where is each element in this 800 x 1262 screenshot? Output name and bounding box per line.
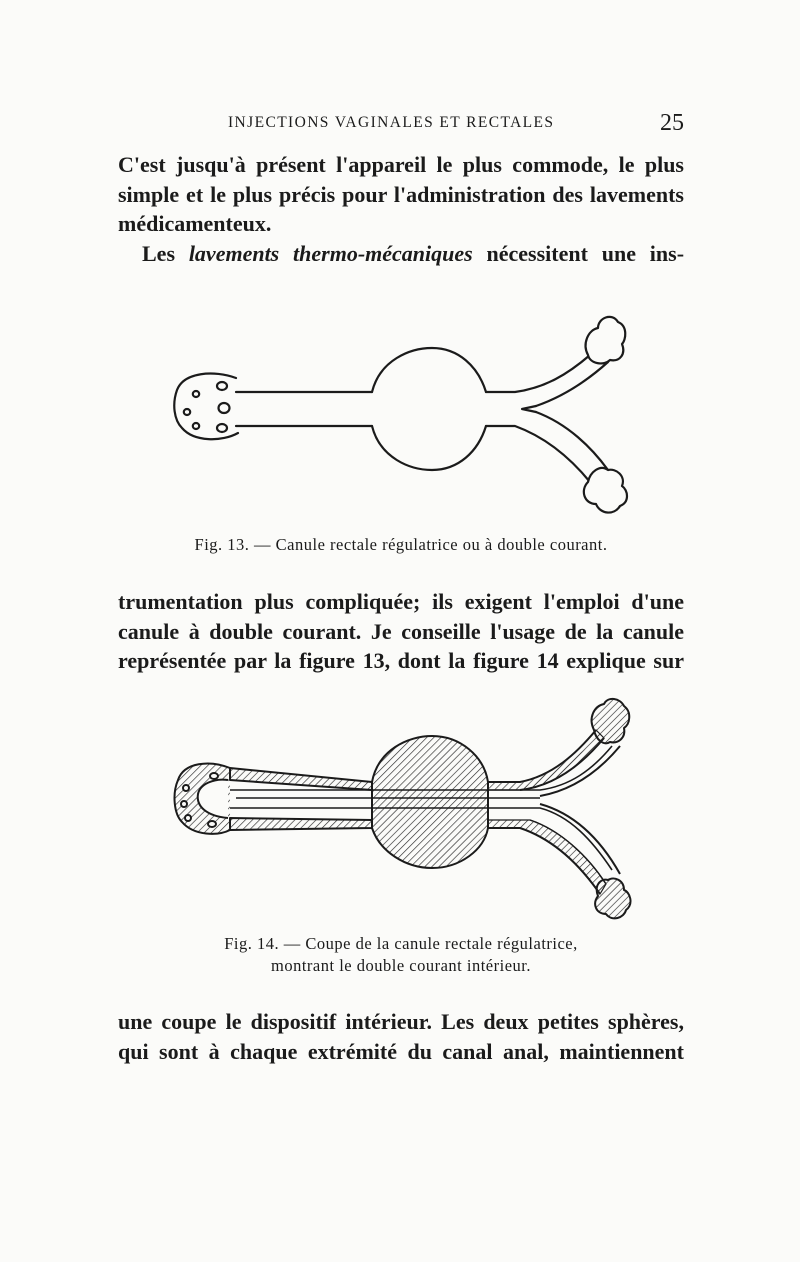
- running-head: [118, 110, 684, 140]
- figure-13-caption: [118, 535, 684, 555]
- text-line: qui sont à chaque extrémité du canal anal, maintiennent: [118, 1038, 684, 1064]
- page-number: 25: [660, 110, 684, 136]
- text-line: médicamenteux.: [118, 211, 272, 236]
- text-line: [118, 239, 684, 269]
- figure-label: Fig. 14.: [224, 934, 280, 953]
- text-block-bottom: [118, 1007, 684, 1066]
- text-fragment: nécessitent une ins-: [472, 240, 685, 266]
- caption-text: montrant le double courant intérieur.: [271, 956, 531, 975]
- caption-text: — Canule rectale régulatrice ou à double courant.: [249, 535, 608, 554]
- text-line: trumentation plus compliquée; ils exigent l'emploi d'une: [118, 589, 684, 614]
- text-line: une coupe le dispositif intérieur. Les deux petites sphères,: [118, 1009, 684, 1034]
- text-line: canule à double courant. Je conseille l'usage de la canule: [118, 618, 684, 644]
- running-title: INJECTIONS VAGINALES ET RECTALES: [228, 114, 555, 131]
- text-line: représentée par la figure 13, dont la figure 14 explique sur: [118, 648, 684, 673]
- figure-14-cannula-section: [0, 690, 800, 930]
- figure-14-caption: [118, 933, 684, 977]
- text-line: C'est jusqu'à présent l'appareil le plus commode, le plus: [118, 152, 684, 177]
- text-block-top: [118, 150, 684, 268]
- figure-label: Fig. 13.: [194, 535, 250, 554]
- caption-text: — Coupe de la canule rectale régulatrice,: [279, 934, 578, 953]
- text-block-middle: [118, 587, 684, 676]
- text-line: simple et le plus précis pour l'administration des lavements: [118, 181, 684, 207]
- text-fragment: Les: [142, 240, 189, 266]
- figure-13-cannula: [0, 300, 800, 530]
- italic-term: lavements thermo-mécaniques: [188, 240, 473, 266]
